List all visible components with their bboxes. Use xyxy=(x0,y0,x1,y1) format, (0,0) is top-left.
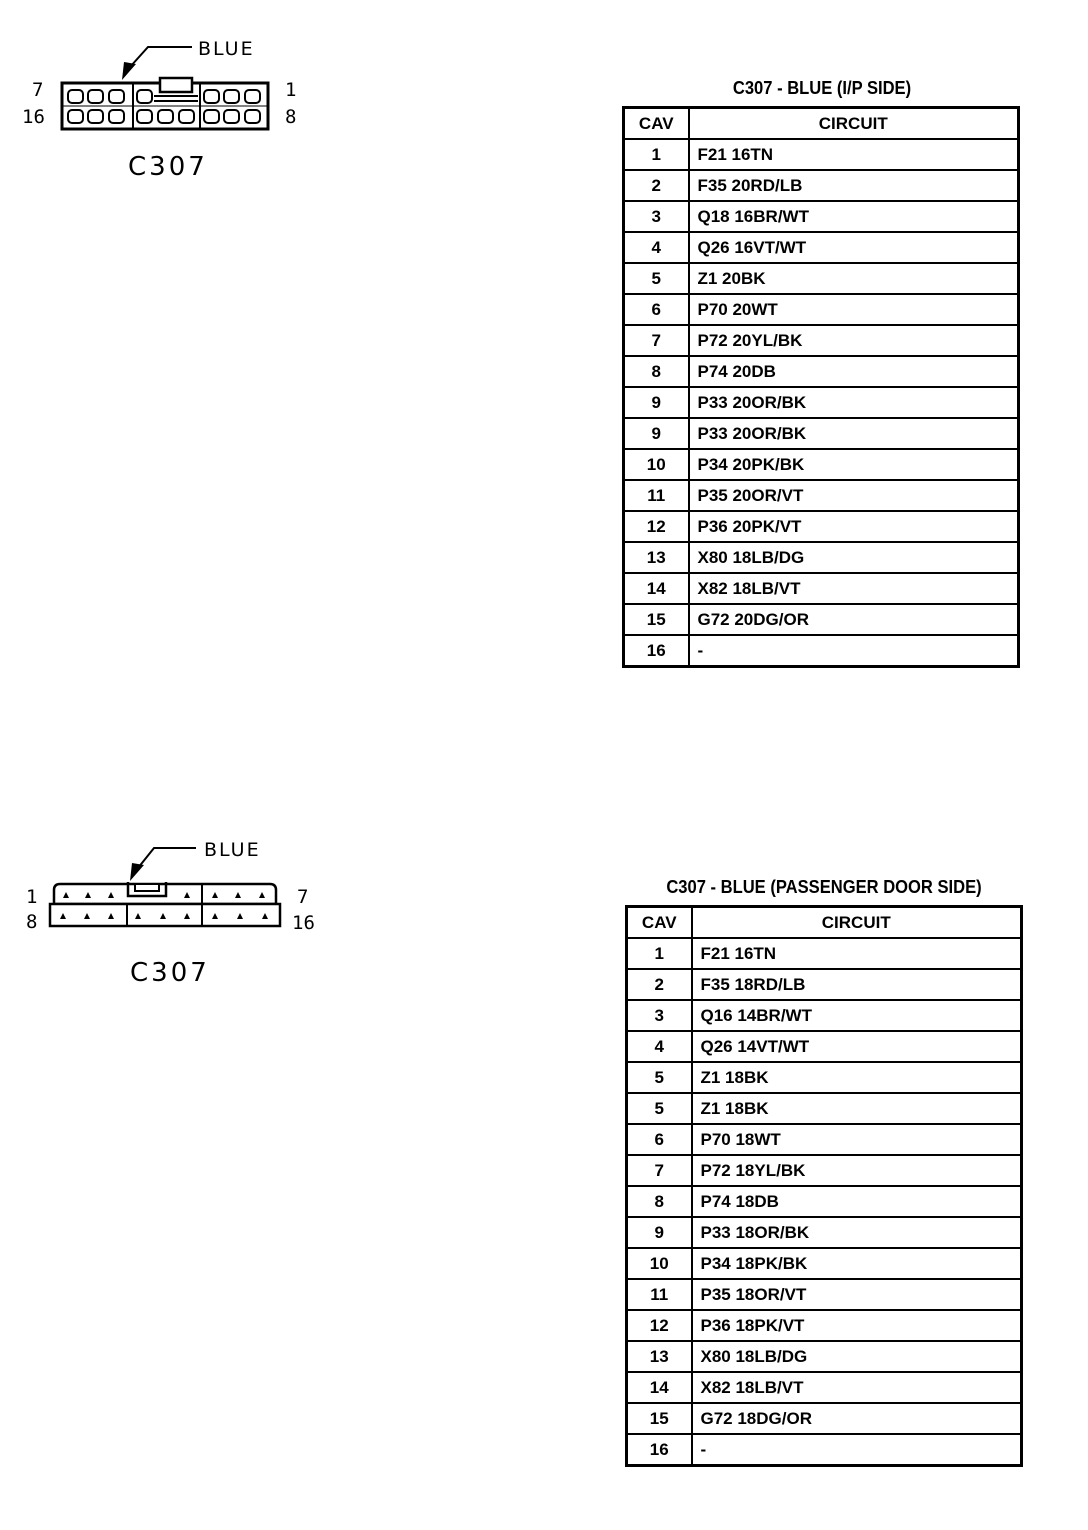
bottom-cavity-table xyxy=(625,905,1023,1467)
cav-cell: 6 xyxy=(624,294,689,325)
cav-cell: 5 xyxy=(627,1093,692,1124)
circuit-cell: P74 18DB xyxy=(692,1186,1022,1217)
top-pin-label-top-left: 7 xyxy=(32,79,44,101)
table-row xyxy=(627,969,1022,1000)
circuit-cell: F35 18RD/LB xyxy=(692,969,1022,1000)
table-row xyxy=(627,1093,1022,1124)
cav-cell: 16 xyxy=(624,635,689,667)
circuit-cell: Q18 16BR/WT xyxy=(689,201,1019,232)
cav-cell: 3 xyxy=(627,1000,692,1031)
cav-cell: 1 xyxy=(627,938,692,969)
circuit-cell: F21 16TN xyxy=(692,938,1022,969)
bottom-callout-label: BLUE xyxy=(204,839,261,861)
top-pin-label-bottom-left: 16 xyxy=(22,106,45,128)
top-connector-name: C307 xyxy=(128,152,208,182)
circuit-cell: P35 18OR/VT xyxy=(692,1279,1022,1310)
table-row xyxy=(624,635,1019,667)
bottom-pin-label-top-right: 7 xyxy=(297,886,309,908)
table-row xyxy=(624,387,1019,418)
cav-cell: 5 xyxy=(627,1062,692,1093)
cav-cell: 6 xyxy=(627,1124,692,1155)
circuit-cell: G72 18DG/OR xyxy=(692,1403,1022,1434)
bottom-connector-name: C307 xyxy=(130,958,210,988)
cav-cell: 8 xyxy=(624,356,689,387)
cav-cell: 14 xyxy=(627,1372,692,1403)
bottom-table-title: C307 - BLUE (PASSENGER DOOR SIDE) xyxy=(666,877,982,897)
circuit-cell: Z1 18BK xyxy=(692,1062,1022,1093)
table-row xyxy=(627,1310,1022,1341)
circuit-cell: X80 18LB/DG xyxy=(692,1341,1022,1372)
table-row xyxy=(624,542,1019,573)
circuit-cell: - xyxy=(692,1434,1022,1466)
cav-cell: 9 xyxy=(624,387,689,418)
table-row xyxy=(627,1031,1022,1062)
cav-cell: 12 xyxy=(627,1310,692,1341)
cav-header: CAV xyxy=(627,907,692,939)
table-row xyxy=(627,1434,1022,1466)
cav-cell: 10 xyxy=(627,1248,692,1279)
circuit-cell: X82 18LB/VT xyxy=(689,573,1019,604)
circuit-cell: P36 20PK/VT xyxy=(689,511,1019,542)
top-pin-label-bottom-right: 8 xyxy=(285,106,297,128)
table-row xyxy=(627,1217,1022,1248)
circuit-cell: P36 18PK/VT xyxy=(692,1310,1022,1341)
top-table-title: C307 - BLUE (I/P SIDE) xyxy=(732,78,912,98)
circuit-cell: X82 18LB/VT xyxy=(692,1372,1022,1403)
circuit-cell: P33 18OR/BK xyxy=(692,1217,1022,1248)
cav-cell: 7 xyxy=(627,1155,692,1186)
table-row xyxy=(627,1124,1022,1155)
table-row xyxy=(627,1403,1022,1434)
cav-cell: 14 xyxy=(624,573,689,604)
table-row xyxy=(627,1155,1022,1186)
circuit-header: CIRCUIT xyxy=(689,108,1019,140)
table-row xyxy=(624,573,1019,604)
circuit-cell: P35 20OR/VT xyxy=(689,480,1019,511)
top-connector-drawing xyxy=(50,40,290,140)
cav-cell: 11 xyxy=(627,1279,692,1310)
circuit-cell: Z1 18BK xyxy=(692,1093,1022,1124)
table-row xyxy=(627,1279,1022,1310)
table-row xyxy=(624,604,1019,635)
cav-cell: 3 xyxy=(624,201,689,232)
circuit-cell: P70 20WT xyxy=(689,294,1019,325)
circuit-cell: Q16 14BR/WT xyxy=(692,1000,1022,1031)
circuit-cell: P33 20OR/BK xyxy=(689,418,1019,449)
cav-cell: 15 xyxy=(627,1403,692,1434)
top-table-header-row xyxy=(624,108,1019,140)
circuit-cell: Q26 14VT/WT xyxy=(692,1031,1022,1062)
circuit-cell: P74 20DB xyxy=(689,356,1019,387)
table-row xyxy=(627,1000,1022,1031)
cav-cell: 5 xyxy=(624,263,689,294)
circuit-cell: F21 16TN xyxy=(689,139,1019,170)
cav-cell: 8 xyxy=(627,1186,692,1217)
cav-cell: 13 xyxy=(624,542,689,573)
table-row xyxy=(624,418,1019,449)
top-cavity-table xyxy=(622,106,1020,668)
cav-cell: 2 xyxy=(624,170,689,201)
cav-cell: 9 xyxy=(624,418,689,449)
table-row xyxy=(624,325,1019,356)
table-row xyxy=(624,480,1019,511)
bottom-connector-drawing xyxy=(40,838,300,938)
table-row xyxy=(624,139,1019,170)
table-row xyxy=(624,263,1019,294)
table-row xyxy=(624,294,1019,325)
top-connector-latch xyxy=(160,78,192,92)
cav-cell: 4 xyxy=(624,232,689,263)
cav-cell: 13 xyxy=(627,1341,692,1372)
table-row xyxy=(627,1248,1022,1279)
circuit-cell: Z1 20BK xyxy=(689,263,1019,294)
top-callout-leader xyxy=(130,47,192,67)
cav-cell: 1 xyxy=(624,139,689,170)
table-row xyxy=(627,938,1022,969)
bottom-pin-label-bottom-left: 8 xyxy=(26,911,38,933)
circuit-cell: X80 18LB/DG xyxy=(689,542,1019,573)
circuit-cell: F35 20RD/LB xyxy=(689,170,1019,201)
bottom-callout-arrowhead xyxy=(130,863,144,881)
cav-cell: 16 xyxy=(627,1434,692,1466)
cav-cell: 15 xyxy=(624,604,689,635)
cav-cell: 4 xyxy=(627,1031,692,1062)
cav-cell: 11 xyxy=(624,480,689,511)
cav-header: CAV xyxy=(624,108,689,140)
top-callout-arrowhead xyxy=(122,62,136,80)
top-callout-label: BLUE xyxy=(198,38,255,60)
circuit-cell: P70 18WT xyxy=(692,1124,1022,1155)
bottom-pin-label-top-left: 1 xyxy=(26,886,38,908)
table-row xyxy=(624,170,1019,201)
bottom-callout-leader xyxy=(138,848,196,868)
circuit-cell: P72 18YL/BK xyxy=(692,1155,1022,1186)
circuit-cell: - xyxy=(689,635,1019,667)
table-row xyxy=(627,1186,1022,1217)
circuit-header: CIRCUIT xyxy=(692,907,1022,939)
cav-cell: 12 xyxy=(624,511,689,542)
table-row xyxy=(627,1372,1022,1403)
table-row xyxy=(627,1341,1022,1372)
circuit-cell: P72 20YL/BK xyxy=(689,325,1019,356)
circuit-cell: P34 20PK/BK xyxy=(689,449,1019,480)
table-row xyxy=(624,449,1019,480)
top-pin-label-top-right: 1 xyxy=(285,79,297,101)
cav-cell: 7 xyxy=(624,325,689,356)
cav-cell: 2 xyxy=(627,969,692,1000)
cav-cell: 10 xyxy=(624,449,689,480)
circuit-cell: Q26 16VT/WT xyxy=(689,232,1019,263)
circuit-cell: P33 20OR/BK xyxy=(689,387,1019,418)
circuit-cell: G72 20DG/OR xyxy=(689,604,1019,635)
table-row xyxy=(624,511,1019,542)
table-row xyxy=(624,356,1019,387)
table-row xyxy=(627,1062,1022,1093)
table-row xyxy=(624,232,1019,263)
bottom-pin-label-bottom-right: 16 xyxy=(292,912,315,934)
cav-cell: 9 xyxy=(627,1217,692,1248)
bottom-table-header-row xyxy=(627,907,1022,939)
circuit-cell: P34 18PK/BK xyxy=(692,1248,1022,1279)
table-row xyxy=(624,201,1019,232)
